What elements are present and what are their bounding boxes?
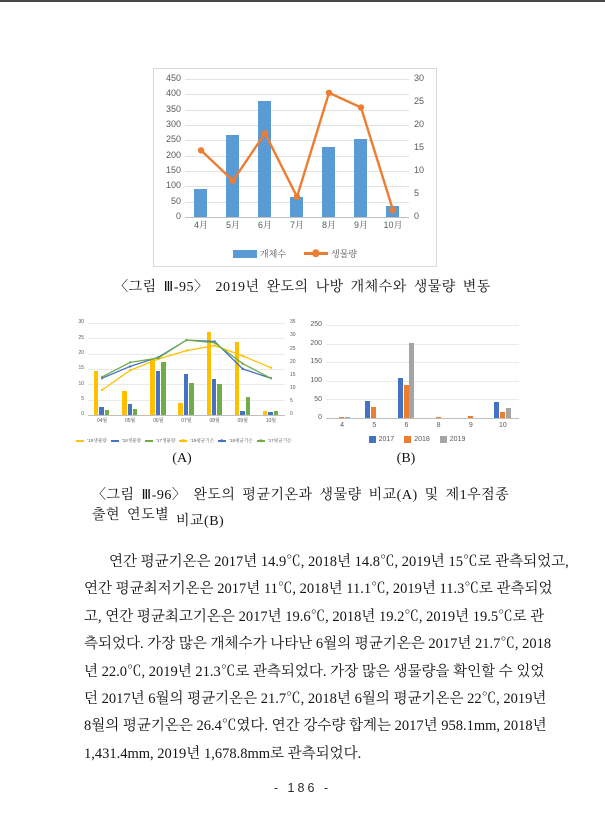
y-axis-tick-label: 50 [170,195,181,206]
secondary-y-axis-tick-label: 5 [414,188,420,198]
secondary-y-axis-tick-label: 30 [290,332,296,339]
x-axis-line [326,418,519,419]
secondary-y-axis-tick-label: 25 [414,96,425,107]
x-axis-label: 04월 [96,418,108,424]
bar-'18생물량 [99,407,104,415]
legend-item-2019 [440,436,466,443]
y-axis-tick-label: 20 [78,349,84,356]
bar-2017 [365,401,370,418]
bar-'18생물량 [240,411,245,415]
y-axis-tick-label: 0 [175,211,181,222]
x-axis-label: 10 [498,422,507,429]
legend-label: '18평균기온 [229,438,253,443]
legend-label: '17평균기온 [267,438,292,443]
bar-'19생물량 [235,342,240,415]
secondary-y-axis-tick-label: 15 [290,371,296,378]
bar-'19생물량 [122,391,127,416]
line-marker [129,361,131,363]
secondary-y-axis-tick-label: 10 [290,385,296,391]
line-marker [242,355,244,357]
legend-bar-marker [404,436,411,443]
line-marker [129,365,131,367]
bar-'18생물량 [156,371,161,416]
line-marker [157,358,159,360]
y-axis-tick-label: 250 [310,321,322,329]
y-axis-tick-label: 15 [78,365,84,372]
bar-'17생물량 [105,410,110,415]
bar-'19생물량 [178,403,183,415]
line-marker [101,377,103,379]
gridline [185,125,409,126]
body-line: 던 2017년 6월의 평균기온은 21.7℃, 2018년 6월의 평균기온은 22℃, 2019년 [84,691,547,708]
bar-2018 [500,412,505,418]
x-axis-label: 10月 [383,220,403,230]
bar-'17생물량 [189,383,194,415]
secondary-y-axis-tick-label: 10 [414,165,425,175]
bar-'18생물량 [184,374,189,415]
line-marker [101,389,103,391]
page-number: - 186 - [273,781,332,795]
legend-item-생물량 [304,247,357,260]
x-axis-label: 6 [404,422,409,429]
x-axis-label: 07월 [181,418,192,424]
legend-bar-marker [76,440,84,443]
x-axis-label: 9月 [353,220,368,230]
legend-item-개체수 [233,247,286,260]
bar-'17생물량 [246,397,251,415]
gridline [185,79,409,80]
legend-line-marker [179,440,187,442]
x-axis-label: 5 [372,422,377,429]
x-axis-label: 08월 [209,418,220,424]
line-marker [270,377,272,379]
chart-legend [154,247,436,260]
bar-개체수 [194,189,208,218]
bar-'19생물량 [94,371,99,416]
y-axis-tick-label: 50 [314,395,322,403]
legend-label: '19평균기온 [190,438,215,443]
bar-2018 [404,385,409,418]
figure-96-chart-b [308,318,526,446]
line-marker [198,147,204,153]
legend-label: '18생물량 [121,438,142,443]
secondary-y-axis-tick-label: 20 [414,119,425,129]
secondary-y-axis-tick-label: 0 [414,211,420,222]
bar-2019 [345,417,350,419]
body-line: 1,431.4mm, 2019년 1,678.8mm로 관측되었다. [84,745,362,762]
figure-96-caption-line2: 비교(B) [176,514,225,529]
legend-item-'19평균기온 [179,438,214,444]
y-axis-tick-label: 5 [81,395,84,402]
bar-개체수 [290,197,304,218]
legend-label: 생물량 [331,249,358,259]
bar-2018 [468,416,473,418]
figure-96-label-a: (A) [172,451,192,466]
y-axis-tick-label: 100 [310,376,322,384]
bar-2018 [339,417,344,418]
bar-'17생물량 [133,409,138,415]
body-line: 고, 연간 평균최고기온은 2017년 19.6℃, 2018년 19.2℃, 2019년 19.5℃로 관 [84,608,545,625]
legend-bar-marker [145,440,153,443]
gridline [88,323,285,324]
page-top-rule [0,0,605,2]
gridline [88,338,285,339]
secondary-y-axis-tick-label: 25 [290,345,296,352]
bar-개체수 [322,147,336,217]
gridline [185,186,409,187]
gridline [185,156,409,157]
y-axis-tick-label: 30 [78,319,84,326]
bar-2018 [371,407,376,418]
legend-line-marker [304,252,328,254]
line-'17평균기온 [102,340,271,378]
secondary-y-axis-tick-label: 5 [290,398,293,405]
x-axis-label: 5月 [225,220,240,230]
legend-label: '19생물량 [87,438,107,443]
secondary-y-axis-tick-label: 15 [414,142,425,152]
line-marker [157,357,159,359]
bar-'17생물량 [274,411,279,415]
legend-item-2018 [404,436,430,443]
x-axis-label: 6月 [257,220,272,230]
legend-label: '17생물량 [156,438,176,443]
bar-'18생물량 [212,379,217,415]
legend-item-'19생물량 [76,438,106,444]
bar-개체수 [386,206,400,217]
y-axis-tick-label: 150 [310,358,322,366]
bar-개체수 [354,139,368,217]
x-axis-label: 7月 [289,220,304,230]
y-axis-tick-label: 0 [318,414,322,422]
body-paragraph [84,549,569,768]
bar-2019 [506,408,511,418]
x-axis-label: 09월 [237,418,248,424]
y-axis-tick-label: 250 [165,134,181,145]
y-axis-tick-label: 400 [165,88,181,99]
gridline [185,94,409,95]
body-line: 측되었다. 가장 많은 개체수가 나타난 6월의 평균기온은 2017년 21.7℃, 2018 [84,636,552,653]
legend-bar-marker [233,250,257,258]
gridline [326,399,519,400]
bar-'19생물량 [263,411,268,415]
gridline [88,354,285,355]
x-axis-line [185,217,409,218]
bar-2017 [494,402,499,418]
figure-96-label-b: (B) [396,451,416,466]
legend-label: 2019 [449,436,466,443]
secondary-y-axis-tick-label: 0 [290,411,293,418]
body-line: 연간 평균기온은 2017년 14.9℃, 2018년 14.8℃, 2019년 15℃로 관측되었고, [109,554,569,570]
y-axis-tick-label: 25 [78,334,84,341]
x-axis-line [88,415,285,416]
legend-bar-marker [369,436,376,443]
gridline [326,362,519,363]
legend-item-'18생물량 [111,438,141,444]
secondary-y-axis-tick-label: 35 [290,319,296,326]
bar-개체수 [258,101,272,217]
legend-label: 2018 [414,436,430,443]
legend-line-dot [182,439,185,442]
x-axis-label: 05월 [124,418,136,424]
x-axis-label: 9 [468,422,473,429]
legend-bar-marker [111,440,119,443]
figure-95-chart [153,68,437,267]
legend-line-dot [259,439,262,442]
x-axis-label: 8月 [321,220,336,230]
legend-line-marker [218,440,226,442]
legend-item-'17생물량 [145,438,175,444]
gridline [185,171,409,172]
legend-item-2017 [369,436,395,443]
gridline [326,381,519,382]
secondary-y-axis-tick-label: 20 [290,358,296,365]
line-marker [101,376,103,378]
y-axis-tick-label: 10 [78,380,84,387]
gridline [185,110,409,111]
legend-label: 2017 [378,436,395,443]
body-line: 연간 평균최저기온은 2017년 11℃, 2018년 11.1℃, 2019년 11.3℃로 관측되었 [84,581,553,598]
bar-'19생물량 [207,332,212,415]
x-axis-label: 8 [436,422,441,429]
bar-2018 [436,417,441,418]
line-marker [213,342,215,344]
gridline [185,140,409,141]
y-axis-tick-label: 200 [310,339,322,347]
chart-legend [68,438,300,444]
legend-item-'17평균기온 [257,438,292,444]
legend-line-dot [220,439,223,442]
legend-line-marker [257,440,265,442]
y-axis-tick-label: 450 [165,73,181,83]
y-axis-tick-label: 0 [81,411,84,418]
gridline [326,325,519,326]
bar-개체수 [226,135,240,217]
body-line: 8월의 평균기온은 26.4℃였다. 연간 강수량 합계는 2017년 958.1mm, 2018년 [84,718,547,735]
bar-'19생물량 [150,359,155,415]
bar-2017 [398,378,403,418]
figure-96-chart-a [68,320,300,447]
line-marker [213,344,215,346]
y-axis-tick-label: 300 [165,119,181,129]
gridline [88,369,285,370]
line-marker [157,356,159,358]
bar-2019 [409,343,414,418]
x-axis-label: 4月 [193,220,208,230]
x-axis-label: 10월 [265,418,277,424]
gridline [326,344,519,345]
bar-'17생물량 [217,384,222,415]
secondary-y-axis-tick-label: 30 [414,73,425,83]
x-axis-label: 06월 [153,418,164,424]
legend-line-dot [312,250,319,257]
figure-95-caption: 〈그림 Ⅲ-95〉 2019년 완도의 나방 개체수와 생물량 변동 [114,280,491,295]
y-axis-tick-label: 100 [165,180,181,191]
chart-legend [308,436,526,443]
legend-label: 개체수 [259,249,286,259]
line-marker [242,363,244,365]
bar-'18생물량 [128,404,133,415]
y-axis-tick-label: 150 [165,165,181,175]
body-line: 년 22.0℃, 2019년 21.3℃로 관측되었다. 가장 많은 생물량을 확인할 수 있었 [84,663,545,680]
line-marker [270,377,272,379]
y-axis-tick-label: 350 [165,103,181,114]
bar-'17생물량 [161,362,166,415]
figure-96-caption-line1: 〈그림 Ⅲ-96〉 완도의 평균기온과 생물량 비교(A) 및 제1우점종 출현 연도별 [92,488,510,523]
legend-bar-marker [440,436,447,443]
y-axis-tick-label: 200 [165,149,181,160]
line-marker [185,349,187,351]
bar-'18생물량 [268,412,273,415]
line-marker [213,340,215,342]
line-series-layer [154,69,436,266]
legend-item-'18평균기온 [218,438,253,444]
line-'18평균기온 [102,340,271,378]
x-axis-label: 4 [340,422,345,429]
